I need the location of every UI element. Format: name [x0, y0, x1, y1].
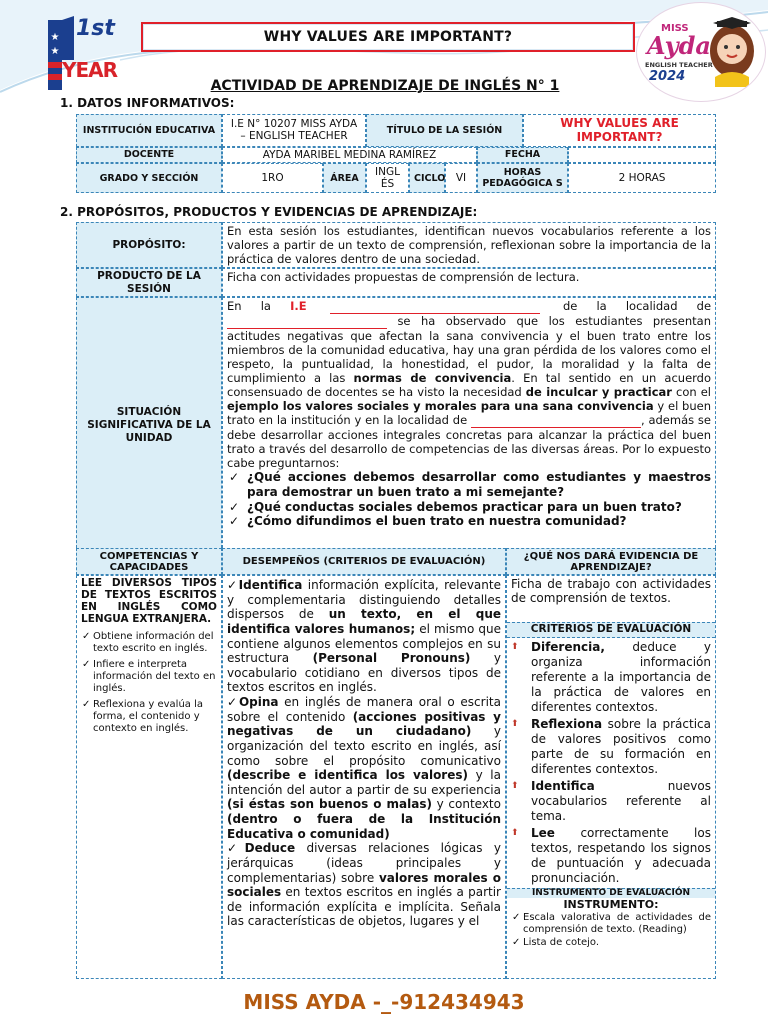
proposito-value: En esta sesión los estudiantes, identifican nuevos vocabularios referente a los valores a partir de un texto de comprensión, reflexionan sobre la importancia de la práctica de valores dentro de una sociedad.: [222, 222, 716, 268]
badge-miss: MISS: [661, 23, 689, 34]
footer-contact: MISS AYDA -_-912434943: [243, 990, 525, 1014]
desempeno-opina: ✓Opina en inglés de manera oral o escrita sobre el contenido (acciones positivas y negativas de un ciudadano) y organización del texto escrito en inglés, así como sobre el propósito comunicativo (describe e identifica los valores) y la intención del autor a partir de su experiencia (si éstas son buenos o malas) y contexto (dentro o fuera de la Institución Educativa o comunidad): [227, 695, 502, 841]
competencias-table: [76, 548, 716, 979]
document-title: WHY VALUES ARE IMPORTANT?: [263, 29, 513, 45]
teacher-avatar: [705, 17, 759, 87]
grado-value: 1RO: [222, 163, 323, 193]
docente-label: DOCENTE: [76, 147, 222, 164]
criterio-item: ⬆ Diferencia, deduce y organiza información referente a la importancia de la práctica de valores en diferentes contextos.: [511, 639, 711, 714]
situacion-label: SITUACIÓN SIGNIFICATIVA DE LA UNIDAD: [76, 297, 222, 553]
criterio-item: ⬆ Lee correctamente los textos, respetando los signos de puntuación y adecuada pronunciación.: [511, 825, 711, 885]
section2-title: 2. PROPÓSITOS, PRODUCTOS Y EVIDENCIAS DE APRENDIZAJE:: [60, 205, 478, 219]
criterio-item: ⬆ Reflexiona sobre la práctica de valores positivos como parte de su formación en diferentes contextos.: [511, 716, 711, 776]
ie-marker: I.E: [290, 299, 307, 314]
evidencia-cell: [506, 575, 716, 979]
criterios-list: [507, 638, 715, 886]
proposito-label: PROPÓSITO:: [76, 222, 222, 268]
titulo-sesion-label: TÍTULO DE LA SESIÓN: [366, 114, 523, 147]
svg-text:★: ★: [50, 32, 60, 43]
propositos-table: [76, 222, 716, 553]
instrumento-header: INSTRUMENTO DE EVALUACIÓN: [507, 888, 715, 899]
question-item: ✓ ¿Qué acciones debemos desarrollar como estudiantes y maestros para demostrar un buen trato a mi semejante?: [247, 470, 711, 499]
instrumento-item: ✓ Lista de cotejo.: [523, 937, 711, 949]
competencia-title: LEE DIVERSOS TIPOS DE TEXTOS ESCRITOS EN INGLÉS COMO LENGUA EXTRANJERA.: [81, 577, 217, 626]
desempenos-cell: [222, 575, 506, 979]
grado-label: GRADO Y SECCIÓN: [76, 163, 222, 193]
desempeno-identifica: ✓Identifica información explícita, relevante y complementaria distinguiendo detalles dispersos de un texto, en el que identifica valores humanos; el mismo que contiene algunos elementos complejos en su estructura (Personal Pronouns) y vocabulario cotidiano en diversos tipos de textos escritos en inglés.: [227, 578, 502, 695]
fecha-label: FECHA: [477, 147, 568, 164]
situacion-value: En la I.E de la localidad de se ha observado que los estudiantes presentan actitudes negativas que afectan la sana convivencia y el buen trato entre los miembros de la comunidad educativa, hay una gran pérdida de los valores como el respeto, la puntualidad, la honestidad, el pudor, la moralidad y la falta de cumplimiento a las normas de convivencia. En tal sentido en un acuerdo consensuado de docentes se ha visto la necesidad de inculcar y practicar con el ejemplo los valores sociales y morales para una sana convivencia y el buen trato en la institución y en la localidad de , además se debe desarrollar acciones integrales concretas para alcanzar la práctica del buen trato a través del desarrollo de competencias de las diversas áreas. Por lo expuesto cabe preguntarnos: ✓ ¿Qué acciones debemos desarrollar como estudiantes y maestros para demostrar un buen trato a mi semejante? ✓ ¿Qué conductas sociales debemos practicar para un buen trato? ✓ ¿Cómo difundimos el buen trato en nuestra comunidad?: [222, 297, 716, 553]
localidad-blank-2[interactable]: [471, 413, 641, 428]
evidencia-value: Ficha de trabajo con actividades de comprensión de textos.: [511, 577, 711, 606]
criterios-header: CRITERIOS DE EVALUACIÓN: [507, 622, 715, 638]
capacidad-item: ✓ Reflexiona y evalúa la forma, el contenido y contexto en inglés.: [93, 699, 217, 735]
ciclo-value: VI: [445, 163, 477, 193]
evidencia-header: ¿QUÉ NOS DARÁ EVIDENCIA DE APRENDIZAJE?: [506, 548, 716, 575]
section1-title: 1. DATOS INFORMATIVOS:: [60, 96, 235, 110]
logo-text-top: 1st: [76, 16, 115, 41]
producto-value: Ficha con actividades propuestas de comprensión de lectura.: [222, 268, 716, 297]
arrow-icon: ⬆: [511, 827, 519, 838]
ciclo-label: CICLO: [409, 163, 445, 193]
miss-ayda-badge: [636, 2, 766, 102]
institucion-label: INSTITUCIÓN EDUCATIVA: [76, 114, 222, 147]
institucion-value: I.E N° 10207 MISS AYDA – ENGLISH TEACHER: [222, 114, 366, 147]
titulo-sesion-value: WHY VALUES ARE IMPORTANT?: [523, 114, 716, 147]
competencias-cell: [76, 575, 222, 979]
desempeno-deduce: ✓Deduce diversas relaciones lógicas y jerárquicas (ideas principales y complementarias) sobre valores morales o sociales en textos escritos en inglés a partir de información explícita e implícita. Señala las características de objetos, lugares y el: [227, 841, 501, 929]
criterio-item: ⬆ Identifica nuevos vocabularios referente al tema.: [511, 778, 711, 823]
capacidades-list: [81, 631, 217, 735]
badge-year: 2024: [649, 69, 686, 84]
capacidad-item: ✓ Infiere e interpreta información del texto en inglés.: [93, 659, 217, 695]
arrow-icon: ⬆: [511, 718, 519, 729]
logo-1st-year: [46, 14, 130, 98]
badge-ayda: Ayda: [647, 31, 711, 60]
activity-title: ACTIVIDAD DE APRENDIZAJE DE INGLÉS N° 1: [210, 78, 560, 94]
horas-label: HORAS PEDAGÓGICA S: [477, 163, 568, 193]
horas-value: 2 HORAS: [568, 163, 716, 193]
questions-list: [227, 470, 711, 529]
localidad-blank-1[interactable]: [227, 314, 387, 329]
arrow-icon: ⬆: [511, 641, 519, 652]
document-title-box: [141, 22, 635, 52]
instrumentos-list: [507, 912, 715, 949]
competencias-header: COMPETENCIAS Y CAPACIDADES: [76, 548, 222, 575]
area-value: INGL ÉS: [366, 163, 409, 193]
question-item: ✓ ¿Cómo difundimos el buen trato en nuestra comunidad?: [247, 514, 711, 529]
svg-text:★: ★: [50, 46, 60, 57]
instrumento-title: INSTRUMENTO:: [563, 898, 659, 912]
instrumento-item: ✓ Escala valorativa de actividades de comprensión de texto. (Reading): [523, 912, 711, 936]
teacher-cartoon-icon: [705, 17, 759, 87]
badge-english-teacher: ENGLISH TEACHER: [645, 61, 713, 69]
area-label: ÁREA: [323, 163, 366, 193]
arrow-icon: ⬆: [511, 780, 519, 791]
capacidad-item: ✓ Obtiene información del texto escrito en inglés.: [93, 631, 217, 655]
logo-text-bottom: YEAR: [62, 58, 118, 82]
ie-blank[interactable]: [330, 299, 540, 314]
fecha-value: [568, 147, 716, 164]
question-item: ✓ ¿Qué conductas sociales debemos practicar para un buen trato?: [247, 500, 711, 515]
datos-informativos-table: [76, 114, 716, 193]
desempenos-header: DESEMPEÑOS (CRITERIOS DE EVALUACIÓN): [222, 548, 506, 575]
producto-label: PRODUCTO DE LA SESIÓN: [76, 268, 222, 297]
docente-value: AYDA MARIBEL MEDINA RAMÍREZ: [222, 147, 477, 164]
